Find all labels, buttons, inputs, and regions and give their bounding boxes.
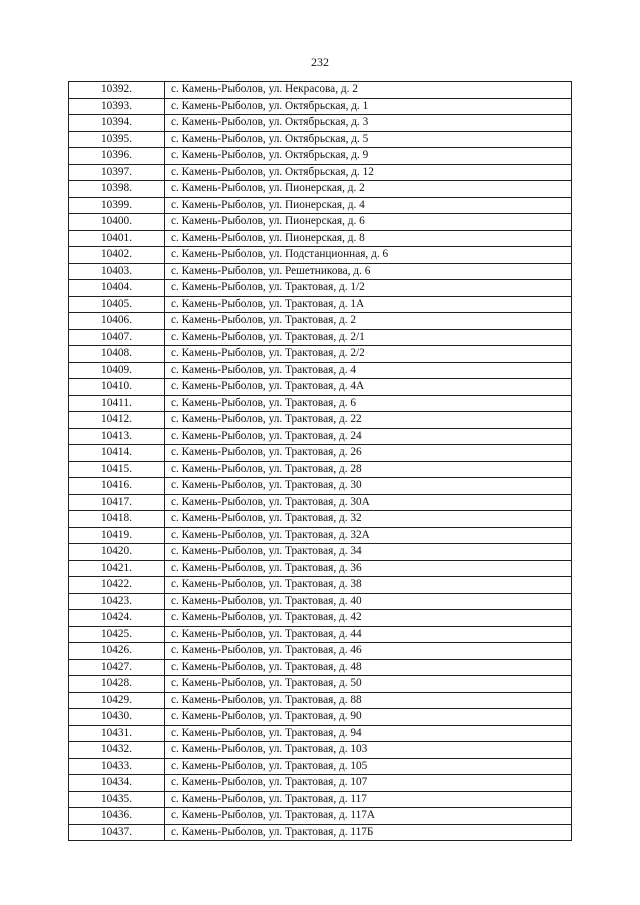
row-number: 10411.	[69, 395, 165, 412]
table-row	[69, 412, 572, 429]
row-number: 10403.	[69, 263, 165, 280]
row-number: 10431.	[69, 725, 165, 742]
row-number: 10435.	[69, 791, 165, 808]
table-row	[69, 626, 572, 643]
row-address: с. Камень-Рыболов, ул. Трактовая, д. 30А	[165, 494, 572, 511]
row-number: 10393.	[69, 98, 165, 115]
row-address: с. Камень-Рыболов, ул. Трактовая, д. 32	[165, 511, 572, 528]
table-row	[69, 379, 572, 396]
row-number: 10394.	[69, 115, 165, 132]
row-address: с. Камень-Рыболов, ул. Пионерская, д. 2	[165, 181, 572, 198]
row-number: 10422.	[69, 577, 165, 594]
row-number: 10412.	[69, 412, 165, 429]
table-row	[69, 742, 572, 759]
table-row	[69, 346, 572, 363]
row-number: 10418.	[69, 511, 165, 528]
table-row	[69, 560, 572, 577]
row-number: 10429.	[69, 692, 165, 709]
row-address: с. Камень-Рыболов, ул. Трактовая, д. 6	[165, 395, 572, 412]
row-number: 10437.	[69, 824, 165, 841]
row-address: с. Камень-Рыболов, ул. Трактовая, д. 2	[165, 313, 572, 330]
table-row	[69, 313, 572, 330]
row-number: 10416.	[69, 478, 165, 495]
table-row	[69, 775, 572, 792]
row-number: 10398.	[69, 181, 165, 198]
table-row	[69, 544, 572, 561]
row-address: с. Камень-Рыболов, ул. Трактовая, д. 40	[165, 593, 572, 610]
row-address: с. Камень-Рыболов, ул. Трактовая, д. 107	[165, 775, 572, 792]
row-address: с. Камень-Рыболов, ул. Трактовая, д. 50	[165, 676, 572, 693]
row-address: с. Камень-Рыболов, ул. Трактовая, д. 46	[165, 643, 572, 660]
table-row	[69, 494, 572, 511]
table-row	[69, 395, 572, 412]
table-row	[69, 280, 572, 297]
table-row	[69, 824, 572, 841]
row-address: с. Камень-Рыболов, ул. Некрасова, д. 2	[165, 82, 572, 99]
table-row	[69, 115, 572, 132]
table-row	[69, 82, 572, 99]
row-number: 10399.	[69, 197, 165, 214]
row-address: с. Камень-Рыболов, ул. Октябрьская, д. 5	[165, 131, 572, 148]
table-row	[69, 808, 572, 825]
table-row	[69, 181, 572, 198]
table-row	[69, 659, 572, 676]
row-address: с. Камень-Рыболов, ул. Трактовая, д. 117Б	[165, 824, 572, 841]
row-address: с. Камень-Рыболов, ул. Подстанционная, д. 6	[165, 247, 572, 264]
table-row	[69, 428, 572, 445]
row-address: с. Камень-Рыболов, ул. Трактовая, д. 32А	[165, 527, 572, 544]
table-row	[69, 511, 572, 528]
row-number: 10414.	[69, 445, 165, 462]
table-row	[69, 676, 572, 693]
row-number: 10397.	[69, 164, 165, 181]
row-number: 10407.	[69, 329, 165, 346]
row-number: 10433.	[69, 758, 165, 775]
table-row	[69, 98, 572, 115]
row-number: 10402.	[69, 247, 165, 264]
row-address: с. Камень-Рыболов, ул. Пионерская, д. 8	[165, 230, 572, 247]
table-row	[69, 791, 572, 808]
row-address: с. Камень-Рыболов, ул. Трактовая, д. 44	[165, 626, 572, 643]
row-address: с. Камень-Рыболов, ул. Трактовая, д. 1/2	[165, 280, 572, 297]
row-number: 10410.	[69, 379, 165, 396]
row-address: с. Камень-Рыболов, ул. Трактовая, д. 22	[165, 412, 572, 429]
row-address: с. Камень-Рыболов, ул. Пионерская, д. 4	[165, 197, 572, 214]
row-number: 10428.	[69, 676, 165, 693]
row-address: с. Камень-Рыболов, ул. Трактовая, д. 105	[165, 758, 572, 775]
table-row	[69, 148, 572, 165]
row-number: 10427.	[69, 659, 165, 676]
row-address: с. Камень-Рыболов, ул. Трактовая, д. 34	[165, 544, 572, 561]
row-number: 10406.	[69, 313, 165, 330]
row-number: 10395.	[69, 131, 165, 148]
row-address: с. Камень-Рыболов, ул. Трактовая, д. 1А	[165, 296, 572, 313]
table-row	[69, 461, 572, 478]
row-number: 10420.	[69, 544, 165, 561]
page-number: 232	[311, 55, 329, 69]
row-number: 10426.	[69, 643, 165, 660]
table-row	[69, 329, 572, 346]
address-table-body	[69, 82, 572, 841]
table-row	[69, 577, 572, 594]
row-address: с. Камень-Рыболов, ул. Трактовая, д. 4А	[165, 379, 572, 396]
row-number: 10423.	[69, 593, 165, 610]
row-number: 10419.	[69, 527, 165, 544]
table-row	[69, 197, 572, 214]
table-row	[69, 709, 572, 726]
row-address: с. Камень-Рыболов, ул. Трактовая, д. 26	[165, 445, 572, 462]
table-row	[69, 362, 572, 379]
table-row	[69, 445, 572, 462]
address-table	[68, 81, 572, 841]
table-row	[69, 643, 572, 660]
row-address: с. Камень-Рыболов, ул. Трактовая, д. 103	[165, 742, 572, 759]
row-address: с. Камень-Рыболов, ул. Трактовая, д. 28	[165, 461, 572, 478]
row-address: с. Камень-Рыболов, ул. Октябрьская, д. 3	[165, 115, 572, 132]
row-address: с. Камень-Рыболов, ул. Трактовая, д. 88	[165, 692, 572, 709]
row-address: с. Камень-Рыболов, ул. Октябрьская, д. 1	[165, 98, 572, 115]
row-address: с. Камень-Рыболов, ул. Трактовая, д. 90	[165, 709, 572, 726]
row-number: 10408.	[69, 346, 165, 363]
row-number: 10415.	[69, 461, 165, 478]
table-row	[69, 527, 572, 544]
row-address: с. Камень-Рыболов, ул. Трактовая, д. 4	[165, 362, 572, 379]
row-address: с. Камень-Рыболов, ул. Трактовая, д. 2/1	[165, 329, 572, 346]
row-address: с. Камень-Рыболов, ул. Решетникова, д. 6	[165, 263, 572, 280]
table-row	[69, 296, 572, 313]
table-row	[69, 758, 572, 775]
row-number: 10401.	[69, 230, 165, 247]
row-number: 10400.	[69, 214, 165, 231]
row-address: с. Камень-Рыболов, ул. Трактовая, д. 30	[165, 478, 572, 495]
row-number: 10432.	[69, 742, 165, 759]
row-address: с. Камень-Рыболов, ул. Трактовая, д. 94	[165, 725, 572, 742]
table-row	[69, 692, 572, 709]
row-number: 10424.	[69, 610, 165, 627]
row-number: 10421.	[69, 560, 165, 577]
table-row	[69, 593, 572, 610]
row-number: 10425.	[69, 626, 165, 643]
row-number: 10417.	[69, 494, 165, 511]
row-number: 10430.	[69, 709, 165, 726]
table-row	[69, 247, 572, 264]
row-number: 10436.	[69, 808, 165, 825]
table-row	[69, 610, 572, 627]
table-row	[69, 725, 572, 742]
table-row	[69, 214, 572, 231]
table-row	[69, 478, 572, 495]
row-address: с. Камень-Рыболов, ул. Трактовая, д. 24	[165, 428, 572, 445]
table-row	[69, 164, 572, 181]
table-row	[69, 230, 572, 247]
row-number: 10392.	[69, 82, 165, 99]
row-address: с. Камень-Рыболов, ул. Трактовая, д. 38	[165, 577, 572, 594]
row-number: 10404.	[69, 280, 165, 297]
table-row	[69, 263, 572, 280]
row-number: 10413.	[69, 428, 165, 445]
row-address: с. Камень-Рыболов, ул. Трактовая, д. 42	[165, 610, 572, 627]
row-address: с. Камень-Рыболов, ул. Пионерская, д. 6	[165, 214, 572, 231]
row-number: 10409.	[69, 362, 165, 379]
row-address: с. Камень-Рыболов, ул. Трактовая, д. 48	[165, 659, 572, 676]
row-address: с. Камень-Рыболов, ул. Трактовая, д. 117	[165, 791, 572, 808]
row-address: с. Камень-Рыболов, ул. Октябрьская, д. 12	[165, 164, 572, 181]
row-number: 10434.	[69, 775, 165, 792]
row-address: с. Камень-Рыболов, ул. Трактовая, д. 2/2	[165, 346, 572, 363]
table-row	[69, 131, 572, 148]
row-address: с. Камень-Рыболов, ул. Октябрьская, д. 9	[165, 148, 572, 165]
row-number: 10396.	[69, 148, 165, 165]
row-address: с. Камень-Рыболов, ул. Трактовая, д. 36	[165, 560, 572, 577]
row-number: 10405.	[69, 296, 165, 313]
row-address: с. Камень-Рыболов, ул. Трактовая, д. 117А	[165, 808, 572, 825]
